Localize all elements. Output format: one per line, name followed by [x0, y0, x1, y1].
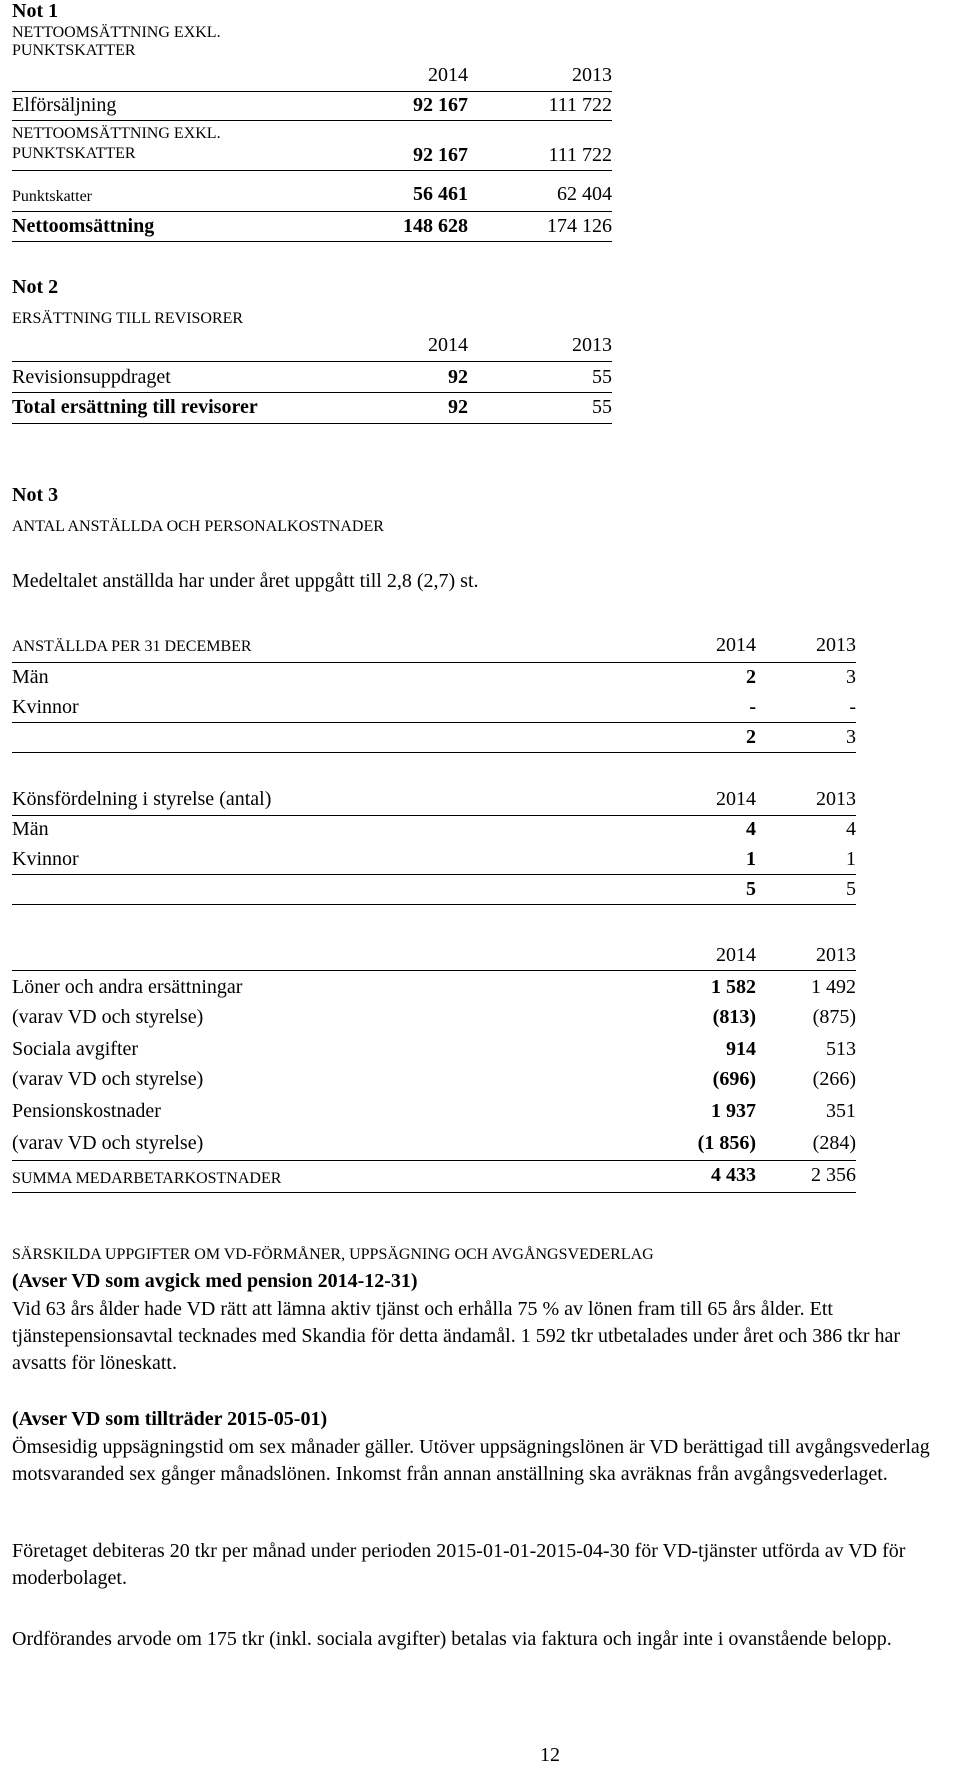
note1-row-label: Elförsäljning	[12, 94, 117, 116]
costs-row-label: Sociala avgifter	[12, 1038, 139, 1060]
employees-row-value-2013: 3	[846, 666, 856, 688]
special-subheading-1: (Avser VD som avgick med pension 2014-12-31)	[12, 1270, 418, 1292]
costs-row-label: Löner och andra ersättningar	[12, 976, 243, 998]
employees-row-label: Kvinnor	[12, 696, 79, 718]
costs-row-value-2014: 1 937	[711, 1100, 756, 1122]
employees-row-value-2014: -	[749, 696, 756, 718]
costs-row-value-2014: 1 582	[711, 976, 756, 998]
costs-row-label: Pensionskostnader	[12, 1100, 161, 1122]
employees-row-value-2013: -	[849, 696, 856, 718]
special-paragraph-1: Vid 63 års ålder hade VD rätt att lämna aktiv tjänst och erhålla 75 % av lönen fram till 65 års ålder. Ett tjänstepensionsavtal tecknades med Skandia för detta ändamål. 1 592 tkr utbetalades under året och 386 tkr har avsatts för löneskatt.	[12, 1298, 901, 1374]
costs-row-label: (varav VD och styrelse)	[12, 1068, 204, 1090]
note1-total-value-2013: 174 126	[547, 215, 612, 237]
costs-row-label: (varav VD och styrelse)	[12, 1006, 204, 1028]
board-year-2014: 2014	[716, 788, 756, 810]
board-row-value-2013: 4	[846, 818, 856, 840]
employees-year-2013: 2013	[816, 634, 856, 656]
note2-subtitle: ERSÄTTNING TILL REVISORER	[12, 310, 244, 327]
note3-heading: Not 3	[12, 484, 59, 506]
note1-year-2014: 2014	[428, 64, 468, 86]
special-paragraph-4: Ordförandes arvode om 175 tkr (inkl. sociala avgifter) betalas via faktura och ingår inte i ovanstående belopp.	[12, 1628, 892, 1650]
employees-header: ANSTÄLLDA PER 31 DECEMBER	[12, 638, 252, 655]
board-total-2014: 5	[746, 878, 756, 900]
costs-year-2013: 2013	[816, 944, 856, 966]
note1-year-2013: 2013	[572, 64, 612, 86]
costs-row-value-2013: 1 492	[811, 976, 856, 998]
employees-total-2014: 2	[746, 726, 756, 748]
note1-row-value-2013: 62 404	[557, 183, 612, 205]
costs-row-value-2013: 351	[826, 1100, 856, 1122]
note1-row-value-2014: 56 461	[413, 183, 468, 205]
note2-row-value-2014: 92	[448, 366, 468, 388]
note1-heading: Not 1	[12, 0, 59, 22]
note2-heading: Not 2	[12, 276, 59, 298]
board-total-2013: 5	[846, 878, 856, 900]
note1-subtitle-line1: NETTOOMSÄTTNING EXKL.	[12, 24, 221, 41]
note2-row-label: Revisionsuppdraget	[12, 366, 171, 388]
costs-row-value-2014: (813)	[712, 1006, 756, 1028]
note3-intro: Medeltalet anställda har under året uppgått till 2,8 (2,7) st.	[12, 570, 479, 592]
note1-subtitle-line2: PUNKTSKATTER	[12, 42, 136, 59]
note2-row-value-2013: 55	[592, 366, 612, 388]
costs-row-value-2014: (1 856)	[697, 1132, 756, 1154]
costs-year-2014: 2014	[716, 944, 756, 966]
costs-total-label: SUMMA MEDARBETARKOSTNADER	[12, 1170, 282, 1187]
board-row-label: Män	[12, 818, 49, 840]
costs-row-value-2013: (266)	[812, 1068, 856, 1090]
employees-year-2014: 2014	[716, 634, 756, 656]
note1-row-label-line2: PUNKTSKATTER	[12, 145, 136, 162]
special-paragraph-2: Ömsesidig uppsägningstid om sex månader gäller. Utöver uppsägningslönen är VD berättigad till avgångsvederlag motsvaranded sex gånger månadslönen. Inkomst från annan anställning ska avräknas från avgångsvederlaget.	[12, 1436, 930, 1485]
board-row-value-2013: 1	[846, 848, 856, 870]
employees-row-label: Män	[12, 666, 49, 688]
board-header: Könsfördelning i styrelse (antal)	[12, 788, 272, 810]
note2-total-value-2013: 55	[592, 396, 612, 418]
board-row-label: Kvinnor	[12, 848, 79, 870]
costs-total-2013: 2 356	[811, 1164, 856, 1186]
costs-row-value-2014: 914	[726, 1038, 756, 1060]
costs-total-2014: 4 433	[711, 1164, 756, 1186]
costs-row-label: (varav VD och styrelse)	[12, 1132, 204, 1154]
costs-row-value-2013: 513	[826, 1038, 856, 1060]
note2-year-2013: 2013	[572, 334, 612, 356]
employees-total-2013: 3	[846, 726, 856, 748]
note1-row-label-line1: NETTOOMSÄTTNING EXKL.	[12, 125, 221, 142]
special-heading: SÄRSKILDA UPPGIFTER OM VD-FÖRMÅNER, UPPSÄGNING OCH AVGÅNGSVEDERLAG	[12, 1246, 654, 1263]
note1-row-value-2013: 111 722	[548, 94, 612, 116]
costs-row-value-2013: (284)	[812, 1132, 856, 1154]
costs-row-value-2014: (696)	[712, 1068, 756, 1090]
note1-row-value-2014: 92 167	[413, 144, 468, 166]
page-number: 12	[540, 1744, 560, 1766]
note3-subtitle: ANTAL ANSTÄLLDA OCH PERSONALKOSTNADER	[12, 518, 384, 535]
note1-total-value-2014: 148 628	[403, 215, 468, 237]
board-year-2013: 2013	[816, 788, 856, 810]
note1-row-value-2013: 111 722	[548, 144, 612, 166]
board-row-value-2014: 1	[746, 848, 756, 870]
employees-row-value-2014: 2	[746, 666, 756, 688]
costs-row-value-2013: (875)	[812, 1006, 856, 1028]
special-subheading-2: (Avser VD som tillträder 2015-05-01)	[12, 1408, 328, 1430]
note2-total-value-2014: 92	[448, 396, 468, 418]
note2-total-label: Total ersättning till revisorer	[12, 396, 258, 418]
board-row-value-2014: 4	[746, 818, 756, 840]
special-paragraph-3: Företaget debiteras 20 tkr per månad under perioden 2015-01-01-2015-04-30 för VD-tjänster utförda av VD för moderbolaget.	[12, 1540, 906, 1589]
note2-year-2014: 2014	[428, 334, 468, 356]
note1-total-label: Nettoomsättning	[12, 215, 155, 237]
note1-row-value-2014: 92 167	[413, 94, 468, 116]
note1-row-label: Punktskatter	[12, 188, 92, 205]
